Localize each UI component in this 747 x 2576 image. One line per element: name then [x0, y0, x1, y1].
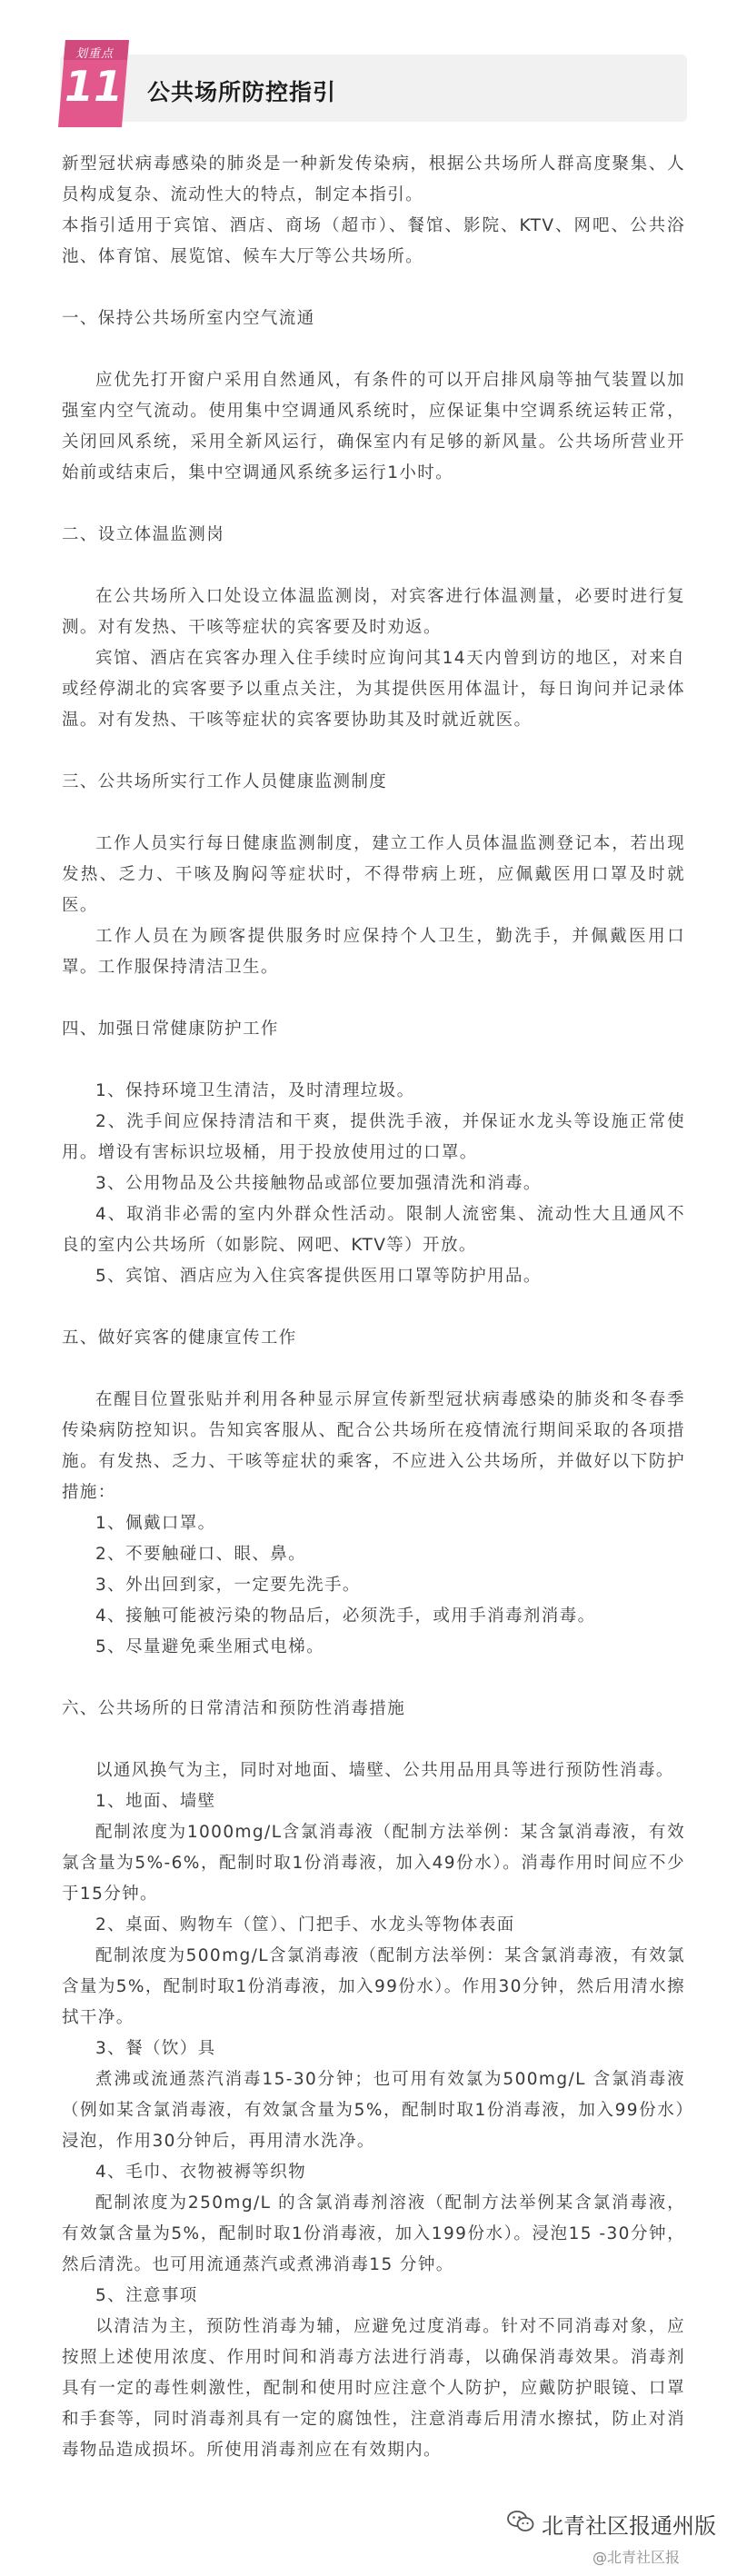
watermark: @北青社区报 [592, 2549, 680, 2566]
list-item: 4、毛巾、衣物被褥等织物 [95, 2163, 307, 2182]
page-title: 公共场所防控指引 [147, 79, 337, 105]
list-item: 2、洗手间应保持清洁和干爽，提供洗手液，并保证水龙头等设施正常使用。增设有害标识垃圾桶，用于投放使用过的口罩。 [62, 1112, 685, 1162]
list-item: 5、宾馆、酒店应为入住宾客提供医用口罩等防护用品。 [95, 1267, 542, 1286]
list-item: 3、餐（饮）具 [95, 2039, 216, 2058]
list-item: 1、佩戴口罩。 [95, 1514, 216, 1533]
section-paragraph: 以通风换气为主，同时对地面、墙壁、公共用品用具等进行预防性消毒。 [95, 1761, 674, 1780]
section-paragraph: 工作人员在为顾客提供服务时应保持个人卫生，勤洗手，并佩戴医用口罩。工作服保持清洁卫生。 [62, 927, 685, 977]
key-point-badge [58, 40, 129, 127]
section-paragraph: 在醒目位置张贴并利用各种显示屏宣传新型冠状病毒感染的肺炎和冬春季传染病防控知识。告知宾客服从、配合公共场所在疫情流行期间采取的各项措施。有发热、乏力、干咳等症状的乘客，不应进入公共场所，并做好以下防护措施： [62, 1390, 685, 1502]
section-paragraph: 煮沸或流通蒸汽消毒15-30分钟；也可用有效氯为500mg/L 含氯消毒液（例如某含氯消毒液，有效氯含量为5%，配制时取1份消毒液，加入99份水）浸泡，作用30分钟后，再用清水洗净。 [62, 2070, 685, 2151]
section-paragraph: 配制浓度为1000mg/L含氯消毒液（配制方法举例：某含氯消毒液，有效氯含量为5%-6%，配制时取1份消毒液，加入49份水）。消毒作用时间应不少于15分钟。 [62, 1823, 685, 1904]
badge-number: 11 [64, 62, 123, 111]
list-item: 3、外出回到家，一定要先洗手。 [95, 1576, 361, 1595]
list-item: 3、公用物品及公共接触物品或部位要加强清洗和消毒。 [95, 1174, 542, 1193]
section-heading: 四、加强日常健康防护工作 [62, 1019, 279, 1039]
section-heading: 六、公共场所的日常清洁和预防性消毒措施 [62, 1699, 406, 1718]
section-paragraph: 应优先打开窗户采用自然通风，有条件的可以开启排风扇等抽气装置以加强室内空气流动。使用集中空调通风系统时，应保证集中空调系统运转正常，关闭回风系统，采用全新风运行，确保室内有足够的新风量。公共场所营业开始前或结束后，集中空调通风系统多运行1小时。 [62, 371, 685, 482]
section-heading: 二、设立体温监测岗 [62, 525, 225, 544]
intro-paragraph: 新型冠状病毒感染的肺炎是一种新发传染病，根据公共场所人群高度聚集、人员构成复杂、流动性大的特点，制定本指引。 [62, 154, 685, 204]
list-item: 5、注意事项 [95, 2286, 198, 2305]
list-item: 5、尽量避免乘坐厢式电梯。 [95, 1637, 324, 1656]
section-paragraph: 以清洁为主，预防性消毒为辅，应避免过度消毒。针对不同消毒对象，应按照上述使用浓度、作用时间和消毒方法进行消毒，以确保消毒效果。消毒剂具有一定的毒性刺激性，配制和使用时应注意个人防护，应戴防护眼镜、口罩和手套等，同时消毒剂具有一定的腐蚀性，注意消毒后用清水擦拭，防止对消毒物品造成损坏。所使用消毒剂应在有效期内。 [62, 2317, 685, 2460]
source-account [507, 2508, 716, 2540]
list-item: 2、不要触碰口、眼、鼻。 [95, 1545, 307, 1564]
section-paragraph: 在公共场所入口处设立体温监测岗，对宾客进行体温测量，必要时进行复测。对有发热、干咳等症状的宾客要及时劝返。 [62, 587, 685, 637]
section-paragraph: 配制浓度为500mg/L含氯消毒液（配制方法举例：某含氯消毒液，有效氯含量为5%，配制时取1份消毒液，加入99份水）。作用30分钟，然后用清水擦拭干净。 [62, 1946, 685, 2027]
article-body [62, 149, 685, 2466]
list-item: 4、接触可能被污染的物品后，必须洗手，或用手消毒剂消毒。 [95, 1606, 596, 1626]
list-item: 4、取消非必需的室内外群众性活动。限制人流密集、流动性大且通风不良的室内公共场所（如影院、网吧、KTV等）开放。 [62, 1205, 685, 1255]
wechat-icon [507, 2510, 534, 2539]
section-heading: 三、公共场所实行工作人员健康监测制度 [62, 772, 388, 791]
intro-paragraph: 本指引适用于宾馆、酒店、商场（超市）、餐馆、影院、KTV、网吧、公共浴池、体育馆、展览馆、候车大厅等公共场所。 [62, 216, 685, 266]
account-name: 北青社区报通州版 [542, 2513, 716, 2539]
section-paragraph: 工作人员实行每日健康监测制度，建立工作人员体温监测登记本，若出现发热、乏力、干咳及胸闷等症状时，不得带病上班，应佩戴医用口罩及时就医。 [62, 834, 685, 915]
list-item: 1、保持环境卫生清洁，及时清理垃圾。 [95, 1081, 415, 1100]
list-item: 2、桌面、购物车（筐）、门把手、水龙头等物体表面 [95, 1915, 515, 1934]
section-heading: 一、保持公共场所室内空气流通 [62, 309, 315, 328]
list-item: 1、地面、墙壁 [95, 1792, 216, 1811]
section-heading: 五、做好宾客的健康宣传工作 [62, 1328, 297, 1348]
section-paragraph: 配制浓度为250mg/L 的含氯消毒剂溶液（配制方法举例某含氯消毒液，有效氯含量为5%，配制时取1份消毒液，加入199份水）。浸泡15 -30分钟，然后清洗。也可用流通蒸汽或煮沸消毒15 分钟。 [62, 2193, 685, 2274]
article-header [60, 47, 687, 122]
badge-label: 划重点 [75, 47, 114, 61]
section-paragraph: 宾馆、酒店在宾客办理入住手续时应询问其14天内曾到访的地区，对来自或经停湖北的宾客要予以重点关注，为其提供医用体温计，每日询问并记录体温。对有发热、干咳等症状的宾客要协助其及时就近就医。 [62, 649, 685, 730]
